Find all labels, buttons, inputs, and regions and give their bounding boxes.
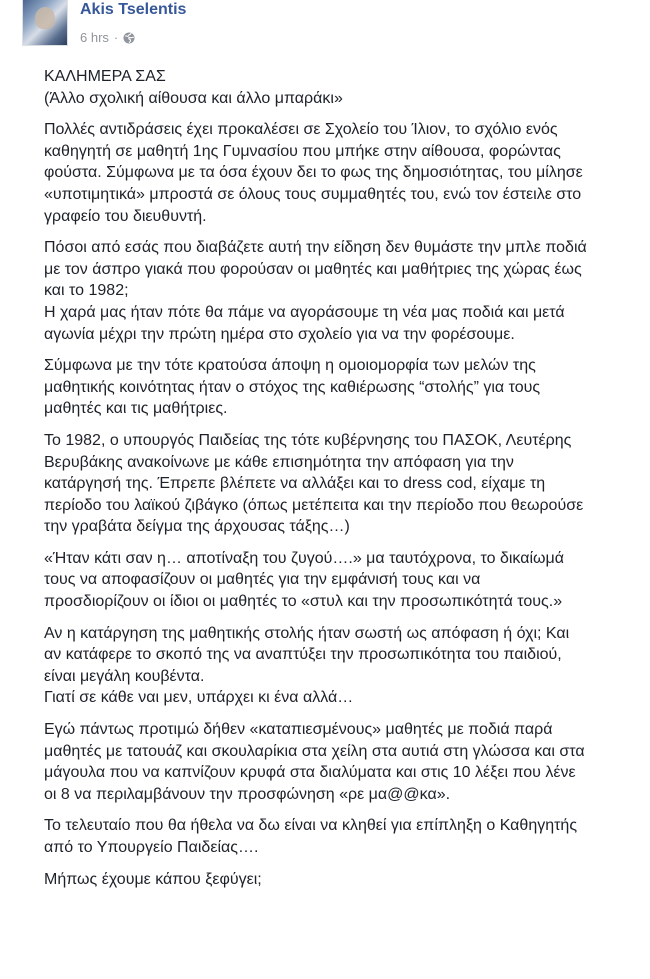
avatar-photo <box>35 7 55 29</box>
post-body <box>44 66 640 890</box>
avatar[interactable] <box>22 0 68 46</box>
meta-separator: · <box>113 30 119 45</box>
author-name[interactable]: Akis Tselentis <box>80 1 187 18</box>
post-paragraph: Εγώ πάντως προτιμώ δήθεν «καταπιεσμένους» μαθητές με ποδιά παρά μαθητές με τατουάζ και σκουλαρίκια στα χείλη στα αυτιά στη γλώσσα και στα μάγουλα που να καπνίζουν κρυφά στα διαλύματα και στις 10 λέξει που λένε οι 8 να περιλαμβάνουν την προσφώνηση «ρε μα@@κα». <box>44 721 585 803</box>
post-paragraph: Το τελευταίο που θα ήθελα να δω είναι να κληθεί για επίπληξη ο Καθηγητής από το Υπουργείο Παιδείας…. <box>44 817 578 856</box>
post-paragraph: Αν η κατάργηση της μαθητικής στολής ήταν σωστή ως απόφαση ή όχι; Και αν κατάφερε το σκοπό της να αναπτύξει την προσωπικότητα του παιδιού, είναι μεγάλη κουβέντα. Γιατί σε κάθε ναι μεν, υπάρχει κι ένα αλλά… <box>44 624 570 707</box>
post-paragraph: «Ήταν κάτι σαν η… αποτίναξη του ζυγού….» μα ταυτόχρονα, το δικαίωμά τους να αποφασίζουν οι μαθητές για την εμφάνισή τους και να προσδιορίζουν οι ίδιοι οι μαθητές το «στυλ και την προσωπικότητά τους.» <box>44 549 564 611</box>
post-paragraph: Πόσοι από εσάς που διαβάζετε αυτή την είδηση δεν θυμάστε την μπλε ποδιά με τον άσπρο γιακά που φορούσαν οι μαθητές και μαθήτριες της χώρας έως και το 1982; Η χαρά μας ήταν πότε θα πάμε να αγοράσουμε τη νέα μας ποδιά και μετά αγωνία μέχρι την πρώτη ημέρα στο σχολείο για να την φορέσουμε. <box>44 239 587 343</box>
post-paragraph-greeting: ΚΑΛΗΜΕΡΑ ΣΑΣ (Άλλο σχολική αίθουσα και άλλο μπαράκι» <box>44 68 343 107</box>
post-paragraph: Πολλές αντιδράσεις έχει προκαλέσει σε Σχολείο του Ίλιον, το σχόλιο ενός καθηγητή σε μαθητή 1ης Γυμνασίου που μπήκε στην αίθουσα, φορώντας φούστα. Σύμφωνα με τα όσα έχουν δει το φως της δημοσιότητας, του μίλησε «υποτιμητικά» μπροστά σε όλους τους συμμαθητές του, ενώ τον έστειλε στο γραφείο του διευθυντή. <box>44 121 583 225</box>
post-paragraph-closing: Μήπως έχουμε κάπου ξεφύγει; <box>44 870 262 888</box>
post-timestamp[interactable]: 6 hrs <box>80 30 109 45</box>
post-header <box>0 0 650 60</box>
post-meta <box>80 30 135 45</box>
globe-icon[interactable] <box>123 32 135 44</box>
post-paragraph: Το 1982, ο υπουργός Παιδείας της τότε κυβέρνησης του ΠΑΣΟΚ, Λευτέρης Βερυβάκης ανακοίνωνε με κάθε επισημότητα την απόφαση για την κατάργησή της. Έπρεπε βλέπετε να αλλάξει και το dress cod, είχαμε τη περίοδο του λαϊκού ζιβάγκο (όπως μετέπειτα και την περίοδο που θεωρούσε την γραβάτα δείγμα της άρχουσας τάξης…) <box>44 431 584 536</box>
post-paragraph: Σύμφωνα με την τότε κρατούσα άποψη η ομοιομορφία των μελών της μαθητικής κοινότητας ήταν ο στόχος της καθιέρωσης “στολής” για τους μαθητές και τις μαθήτριες. <box>44 357 541 418</box>
